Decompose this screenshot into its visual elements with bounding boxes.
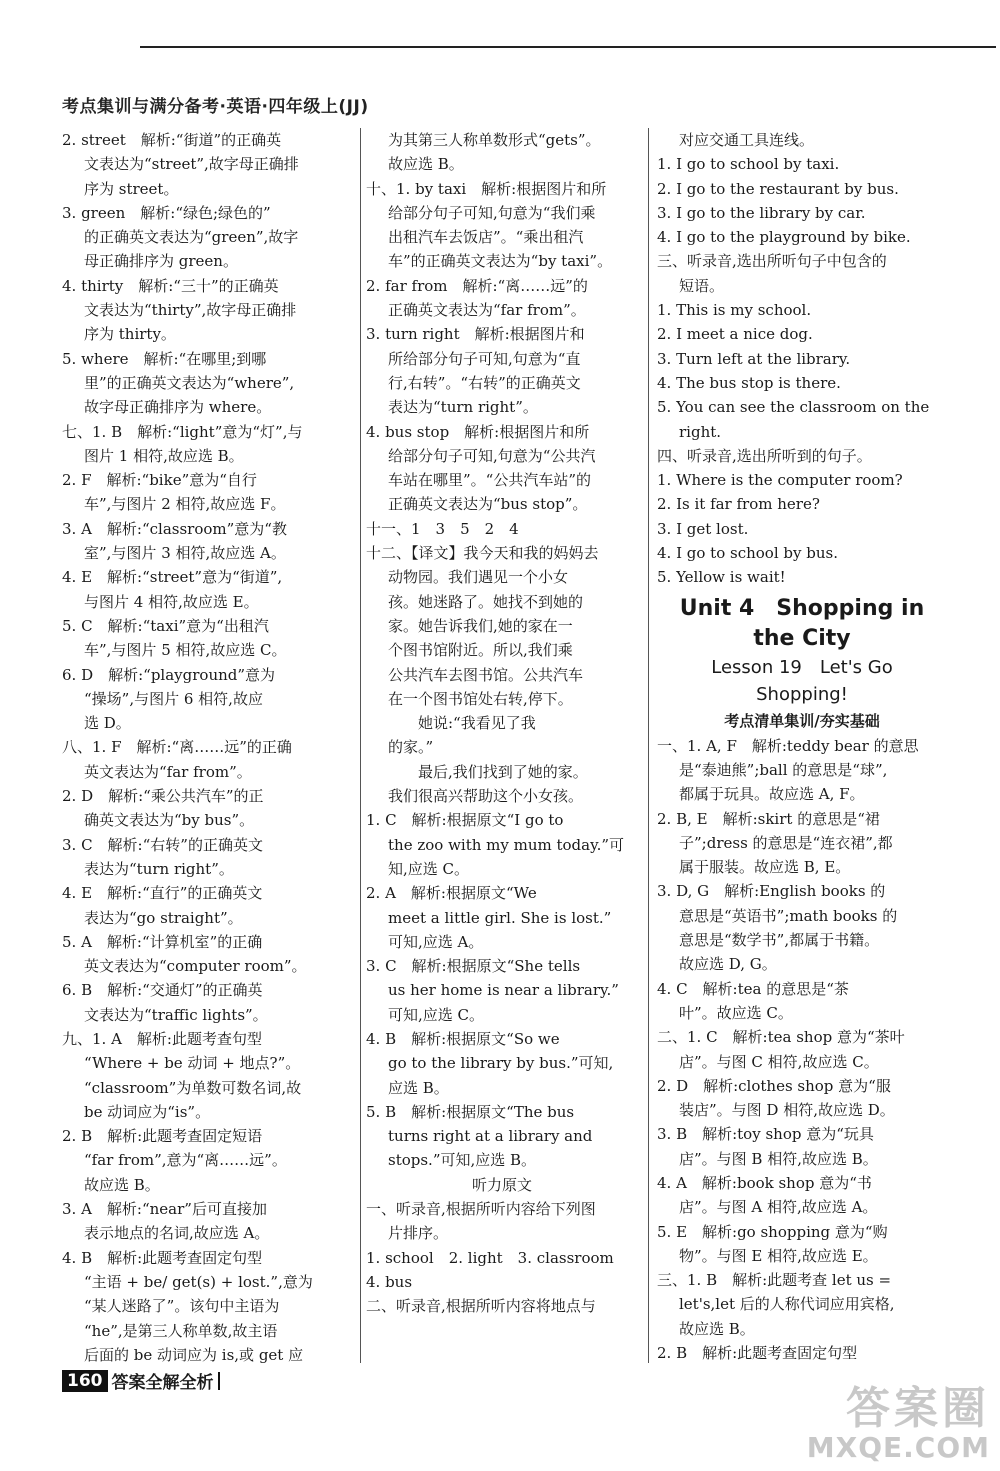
text-line: 文表达为“traffic lights”。 [84, 1005, 268, 1024]
text-line: 4. E 解析:“直行”的正确英文 [62, 884, 263, 903]
text-line: 故应选 B。 [388, 155, 464, 174]
page-number: 160 [62, 1370, 108, 1392]
text-line: 故应选 B。 [84, 1175, 160, 1194]
text-line: “主语 + be/ get(s) + lost.”,意为 [84, 1272, 313, 1291]
text-line: 3. turn right 解析:根据图片和 [366, 325, 585, 344]
text-line: 4. B 解析:根据原文“So we [366, 1029, 560, 1048]
text-line: “he”,是第三人称单数,故主语 [84, 1321, 278, 1340]
text-line: 选 D。 [84, 714, 131, 733]
text-line: 二、听录音,根据所听内容将地点与 [366, 1297, 596, 1316]
page-footer [62, 1368, 220, 1393]
text-line: 4. A 解析:book shop 意为“书 [657, 1173, 872, 1192]
text-line: 1. C 解析:根据原文“I go to [366, 811, 564, 830]
text-line: meet a little girl. She is lost.” [388, 908, 612, 927]
text-line: “far from”,意为“离……远”。 [84, 1151, 287, 1170]
text-line: 2. far from 解析:“离……远”的 [366, 276, 588, 295]
text-line: 2. F 解析:“bike”意为“自行 [62, 471, 257, 490]
text-line: 孩。她迷路了。她找不到她的 [388, 592, 584, 611]
text-line: 后面的 be 动词应为 is,或 get 应 [84, 1345, 304, 1364]
text-line: 3. B 解析:toy shop 意为“玩具 [657, 1125, 874, 1144]
text-line: 的正确英文表达为“green”,故字 [84, 228, 299, 247]
text-line: 车”的正确英文表达为“by taxi”。 [388, 252, 613, 271]
text-line: 2. street 解析:“街道”的正确英 [62, 131, 282, 149]
text-line: 1. This is my school. [657, 301, 812, 320]
text-line: “Where + be 动词 + 地点?”。 [84, 1054, 301, 1073]
section-heading: 考点清单集训/夯实基础 [724, 711, 880, 730]
unit-title-line: the City [753, 625, 851, 651]
text-line: 3. I get lost. [657, 519, 749, 538]
text-line: 4. thirty 解析:“三十”的正确英 [62, 276, 279, 295]
text-line: 序为 street。 [84, 179, 179, 198]
text-line: 确英文表达为“by bus”。 [84, 811, 255, 830]
text-line: 十二、【译文】我今天和我的妈妈去 [366, 544, 599, 563]
text-line: 3. C 解析:根据原文“She tells [366, 957, 581, 976]
text-line: 故应选 B。 [679, 1319, 755, 1338]
text-line: be 动词应为“is”。 [84, 1102, 211, 1121]
text-line: 6. B 解析:“交通灯”的正确英 [62, 981, 263, 1000]
text-line: 2. D 解析:“乘公共汽车”的正 [62, 787, 264, 806]
text-line: 给部分句子可知,句意为“公共汽 [388, 446, 596, 465]
text-line: 4. C 解析:tea 的意思是“茶 [657, 979, 849, 998]
text-line: 店”。与图 A 相符,故应选 A。 [679, 1198, 878, 1217]
top-rule [140, 46, 996, 48]
text-line: 4. bus [366, 1272, 413, 1291]
text-line: 可知,应选 A。 [388, 932, 484, 951]
text-line: right. [679, 422, 722, 441]
text-line: 2. Is it far from here? [657, 495, 820, 514]
text-line: 表达为“turn right”。 [84, 859, 234, 878]
text-line: turns right at a library and [388, 1127, 593, 1146]
text-line: 5. Yellow is wait! [657, 568, 786, 587]
text-line: 对应交通工具连线。 [679, 131, 815, 149]
text-line: 正确英文表达为“far from”。 [388, 301, 586, 320]
text-line: 5. E 解析:go shopping 意为“购 [657, 1222, 888, 1241]
text-line: the zoo with my mum today.”可 [388, 835, 625, 854]
text-line: 一、1. A, F 解析:teddy bear 的意思 [657, 736, 919, 755]
text-line: 叶”。故应选 C。 [679, 1003, 793, 1022]
text-line: 给部分句子可知,句意为“我们乘 [388, 203, 596, 222]
lesson-title-line: Lesson 19 Let's Go [711, 656, 893, 678]
text-line: 装店”。与图 D 相符,故应选 D。 [679, 1101, 895, 1120]
text-line: 八、1. F 解析:“离……远”的正确 [62, 738, 292, 757]
text-line: 4. I go to school by bus. [657, 544, 838, 563]
text-line: 正确英文表达为“bus stop”。 [388, 495, 588, 514]
text-line: 子”;dress 的意思是“连衣裙”,都 [679, 833, 893, 852]
text-line: 应选 B。 [388, 1078, 449, 1097]
text-line: 英文表达为“far from”。 [84, 762, 252, 781]
text-line: 表示地点的名词,故应选 A。 [84, 1224, 270, 1243]
text-line: 可知,应选 C。 [388, 1005, 485, 1024]
text-line: “操场”,与图片 6 相符,故应 [84, 689, 263, 708]
text-line: 6. D 解析:“playground”意为 [62, 665, 276, 684]
answer-column-middle [366, 128, 638, 1319]
unit-title [657, 594, 947, 654]
text-line: 属于服装。故应选 B, E。 [679, 858, 851, 877]
text-line: 片排序。 [388, 1224, 449, 1243]
text-line: 个图书馆附近。所以,我们乘 [388, 641, 573, 660]
text-line: 2. I go to the restaurant by bus. [657, 179, 899, 198]
text-line: 4. I go to the playground by bike. [657, 228, 911, 247]
text-line: 车”,与图片 2 相符,故应选 F。 [84, 495, 286, 514]
text-line: 3. green 解析:“绿色;绿色的” [62, 203, 271, 222]
page-header: 考点集训与满分备考·英语·四年级上(JJ) [62, 97, 369, 117]
text-line: 表达为“turn right”。 [388, 398, 538, 417]
text-line: 车”,与图片 5 相符,故应选 C。 [84, 641, 287, 660]
text-line: 3. A 解析:“classroom”意为“教 [62, 519, 287, 538]
text-line: 故应选 D, G。 [679, 955, 777, 974]
text-line: 三、1. B 解析:此题考查 let us = [657, 1271, 892, 1290]
text-line: 3. C 解析:“右转”的正确英文 [62, 835, 263, 854]
text-line: 知,应选 C。 [388, 859, 470, 878]
text-line: 4. The bus stop is there. [657, 373, 841, 392]
text-line: 5. You can see the classroom on the [657, 398, 930, 417]
text-line: 三、听录音,选出所听句子中包含的 [657, 252, 887, 271]
text-line: 意思是“英语书”;math books 的 [679, 906, 898, 925]
text-line: 为其第三人称单数形式“gets”。 [388, 131, 601, 149]
text-line: go to the library by bus.”可知, [388, 1054, 614, 1073]
text-line: 英文表达为“computer room”。 [84, 957, 307, 976]
text-line: 最后,我们找到了她的家。 [388, 762, 588, 781]
text-line: 意思是“数学书”,都属于书籍。 [679, 931, 880, 950]
text-line: 故字母正确排序为 where。 [84, 398, 272, 417]
footer-label: 答案全解全析 [111, 1373, 214, 1393]
text-line: 十、1. by taxi 解析:根据图片和所 [366, 179, 607, 198]
text-line: 与图片 4 相符,故应选 E。 [84, 592, 259, 611]
text-line: 所给部分句子可知,句意为“直 [388, 349, 581, 368]
text-line: 3. I go to the library by car. [657, 203, 866, 222]
text-line: 公共汽车去图书馆。公共汽车 [388, 665, 584, 684]
text-line: 2. B 解析:此题考查固定短语 [62, 1127, 263, 1146]
text-line: 3. A 解析:“near”后可直接加 [62, 1200, 267, 1219]
text-line: 4. E 解析:“street”意为“街道”, [62, 568, 283, 587]
answer-column-left [62, 128, 362, 1367]
text-line: 4. bus stop 解析:根据图片和所 [366, 422, 590, 441]
text-line: 1. school 2. light 3. classroom [366, 1248, 614, 1267]
text-line: 动物园。我们遇见一个小女 [388, 568, 569, 587]
text-line: 2. I meet a nice dog. [657, 325, 813, 344]
answer-column-right [657, 128, 947, 1365]
text-line: 二、1. C 解析:tea shop 意为“茶叶 [657, 1028, 905, 1047]
text-line: 2. B, E 解析:skirt 的意思是“裙 [657, 809, 880, 828]
text-line: us her home is near a library.” [388, 981, 619, 1000]
text-line: 5. A 解析:“计算机室”的正确 [62, 932, 263, 951]
text-line: 十一、1 3 5 2 4 [366, 519, 519, 538]
text-line: 1. I go to school by taxi. [657, 155, 840, 174]
text-line: 2. D 解析:clothes shop 意为“服 [657, 1076, 891, 1095]
column-divider [648, 128, 649, 1363]
text-line: 物”。与图 E 相符,故应选 E。 [679, 1246, 878, 1265]
text-line: 图片 1 相符,故应选 B。 [84, 446, 244, 465]
text-line: 她说:“我看见了我 [388, 714, 536, 733]
text-line: 一、听录音,根据所听内容给下列图 [366, 1200, 596, 1219]
text-line: 1. Where is the computer room? [657, 471, 903, 490]
text-line: 听力原文 [471, 1175, 532, 1194]
text-line: 5. B 解析:根据原文“The bus [366, 1102, 575, 1121]
watermark-title: 答案圈 [846, 1383, 990, 1434]
footer-bar [218, 1372, 220, 1390]
text-line: 表达为“go straight”。 [84, 908, 243, 927]
text-line: 序为 thirty。 [84, 325, 176, 344]
text-line: 在一个图书馆处右转,停下。 [388, 689, 573, 708]
unit-title-line: Unit 4 Shopping in [679, 595, 925, 621]
text-line: 店”。与图 B 相符,故应选 B。 [679, 1149, 878, 1168]
text-line: 车站在哪里”。“公共汽车站”的 [388, 471, 592, 490]
text-line: 文表达为“street”,故字母正确排 [84, 155, 299, 174]
lesson-answers-block [657, 734, 947, 1366]
text-line: 母正确排序为 green。 [84, 252, 238, 271]
text-line: 里”的正确英文表达为“where”, [84, 373, 295, 392]
lesson-title [657, 654, 947, 708]
text-line: 家。她告诉我们,她的家在一 [388, 616, 573, 635]
watermark-logo [807, 1385, 990, 1463]
text-line: 短语。 [679, 276, 725, 295]
text-line: 九、1. A 解析:此题考查句型 [62, 1029, 262, 1048]
watermark-url: MXQE.COM [806, 1431, 990, 1464]
text-line: 七、1. B 解析:“light”意为“灯”,与 [62, 422, 303, 441]
text-line: 都属于玩具。故应选 A, F。 [679, 785, 865, 804]
text-line: 室”,与图片 3 相符,故应选 A。 [84, 544, 286, 563]
text-line: 3. Turn left at the library. [657, 349, 851, 368]
text-line: 5. C 解析:“taxi”意为“出租汽 [62, 616, 269, 635]
text-line: 文表达为“thirty”,故字母正确排 [84, 301, 297, 320]
text-line: 是“泰迪熊”;ball 的意思是“球”, [679, 760, 888, 779]
text-line: 的家。” [388, 738, 434, 757]
text-line: 5. where 解析:“在哪里;到哪 [62, 349, 267, 368]
text-line: 2. B 解析:此题考查固定句型 [657, 1344, 858, 1363]
listening-script-block [657, 128, 947, 590]
text-line: 四、听录音,选出所听到的句子。 [657, 446, 872, 465]
text-line: 店”。与图 C 相符,故应选 C。 [679, 1052, 879, 1071]
text-line: “classroom”为单数可数名词,故 [84, 1078, 302, 1097]
text-line: “某人迷路了”。该句中主语为 [84, 1297, 280, 1316]
lesson-title-line: Shopping! [756, 683, 848, 705]
text-line: 行,右转”。“右转”的正确英文 [388, 373, 581, 392]
text-line: let's,let 后的人称代词应用宾格, [679, 1295, 895, 1314]
text-line: 3. D, G 解析:English books 的 [657, 882, 886, 901]
text-line: 2. A 解析:根据原文“We [366, 884, 537, 903]
text-line: 4. B 解析:此题考查固定句型 [62, 1248, 263, 1267]
text-line: 我们很高兴帮助这个小女孩。 [388, 787, 584, 806]
text-line: 出租汽车去饭店”。“乘出租汽 [388, 228, 584, 247]
text-line: stops.”可知,应选 B。 [388, 1151, 537, 1170]
